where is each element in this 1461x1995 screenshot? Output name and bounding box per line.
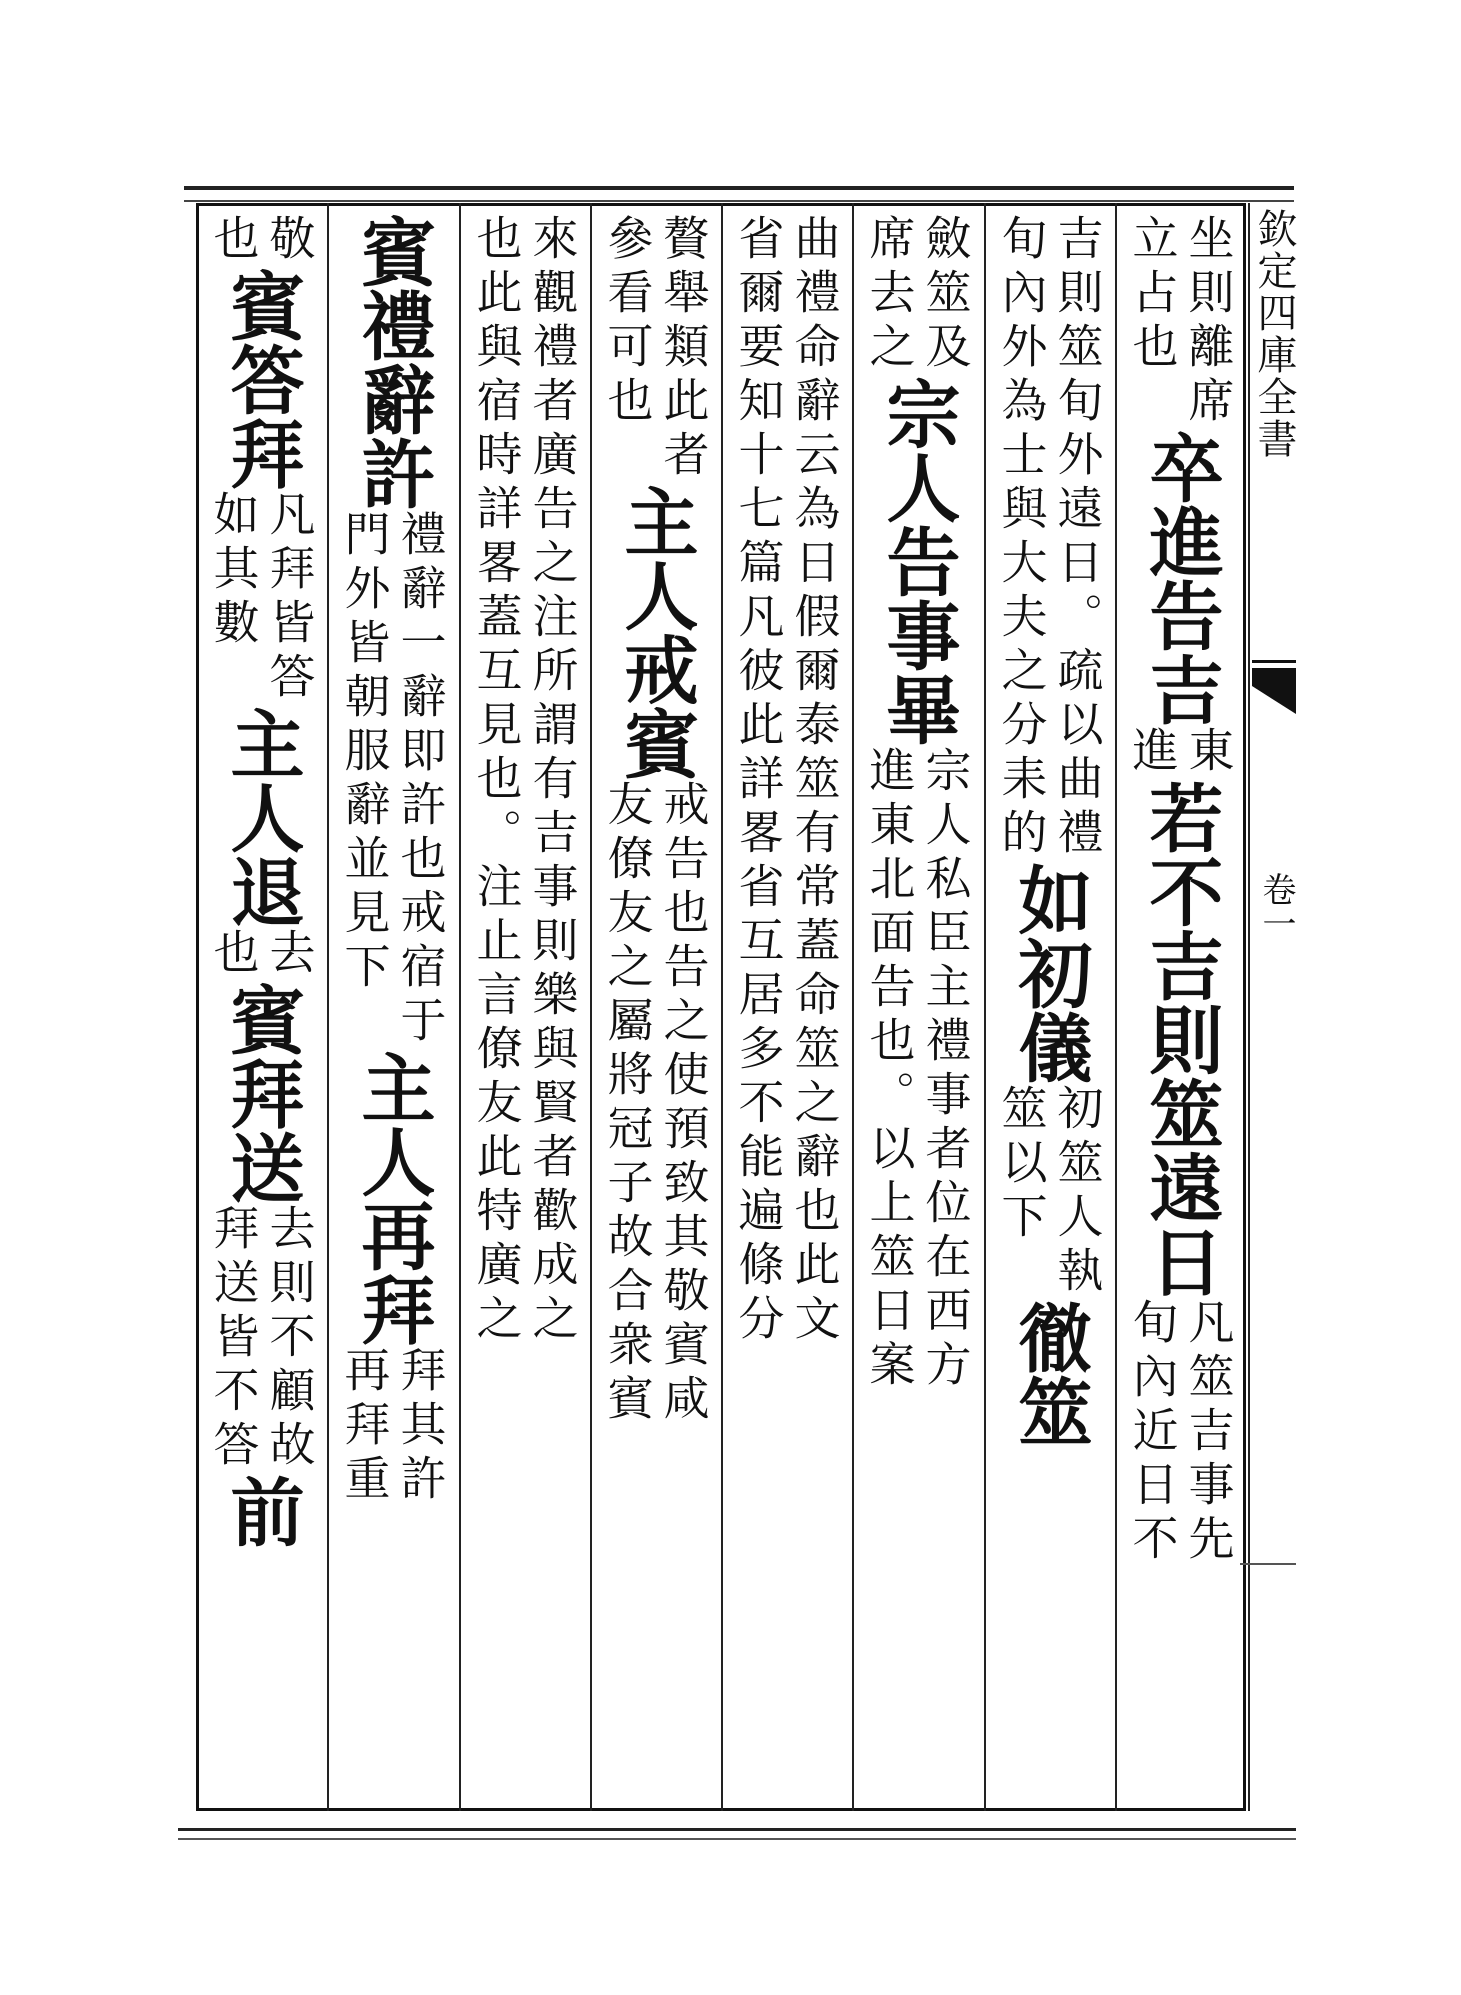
main-text: 主人戒賓 <box>612 484 699 780</box>
commentary-line: 敬 <box>262 214 317 268</box>
commentary-line: 席去之 <box>862 214 917 376</box>
commentary-text <box>1125 214 1236 430</box>
text-column <box>986 214 1113 1804</box>
commentary-text <box>994 1084 1105 1300</box>
commentary-line: 贅舉類此者 <box>656 214 711 484</box>
main-text: 卒進告吉 <box>1137 430 1224 726</box>
commentary-text <box>337 1346 448 1508</box>
main-text: 賓禮辭許 <box>349 214 436 510</box>
text-column <box>1117 214 1244 1804</box>
commentary-line: 宗人私臣主禮事者位在西方 <box>918 746 973 1394</box>
commentary-line: 禮辭一辭即許也戒宿于 <box>393 510 448 1050</box>
commentary-line: 也 <box>206 928 261 982</box>
commentary-text <box>994 214 1105 862</box>
main-text: 主人再拜 <box>349 1050 436 1346</box>
commentary-text <box>600 780 711 1428</box>
commentary-text <box>206 1204 317 1474</box>
commentary-text <box>337 510 448 1050</box>
commentary-line: 來觀禮者廣告之注所謂有吉事則樂與賢者歡成之 <box>525 214 580 1348</box>
text-column <box>198 214 325 1804</box>
commentary-text <box>862 214 973 376</box>
main-text: 宗人告事畢 <box>874 376 961 746</box>
commentary-line: 初筮人執 <box>1050 1084 1105 1300</box>
text-column <box>592 214 719 1804</box>
main-text: 主人退 <box>218 706 305 928</box>
commentary-text <box>206 214 317 268</box>
commentary-text <box>600 214 711 484</box>
commentary-line: 也此與宿時詳畧蓋互見也。注止言僚友此特廣之 <box>469 214 524 1348</box>
commentary-line: 拜其許 <box>393 1346 448 1508</box>
commentary-line: 旬內近日不 <box>1125 1298 1180 1568</box>
commentary-line: 立占也 <box>1125 214 1180 376</box>
commentary-line: 戒告也告之使預致其敬賓咸 <box>656 780 711 1428</box>
commentary-line: 省爾要知十七篇凡彼此詳畧省互居多不能遍條分 <box>731 214 786 1348</box>
commentary-line: 門外皆朝服辭並見下 <box>337 510 392 996</box>
commentary-line: 參看可也 <box>600 214 655 430</box>
fish-tail-mark-icon <box>1252 660 1296 714</box>
commentary-text <box>469 214 580 1348</box>
banner-tick <box>1240 1563 1296 1565</box>
text-column <box>461 214 588 1804</box>
commentary-line: 凡筮吉事先 <box>1181 1298 1236 1568</box>
commentary-line: 曲禮命辭云為日假爾泰筮有常蓋命筮之辭也此文 <box>787 214 842 1348</box>
main-text: 如初儀 <box>1006 862 1093 1084</box>
main-text: 若不吉則筮遠日 <box>1137 780 1224 1298</box>
commentary-text <box>206 928 317 982</box>
text-column <box>723 214 850 1804</box>
commentary-line: 東 <box>1181 726 1236 780</box>
commentary-line: 拜送皆不答 <box>206 1204 261 1474</box>
commentary-text <box>1125 1298 1236 1568</box>
text-column <box>329 214 456 1804</box>
top-edge-rule <box>184 186 1294 190</box>
commentary-line: 進東北面告也。以上筮日案 <box>862 746 917 1394</box>
main-text: 前 <box>218 1474 305 1548</box>
commentary-line: 也 <box>206 214 261 268</box>
commentary-text <box>862 746 973 1394</box>
commentary-line: 去 <box>262 928 317 982</box>
banner-volume: 卷一 <box>1256 872 1296 940</box>
commentary-text <box>731 214 842 1348</box>
main-text: 賓答拜 <box>218 268 305 490</box>
commentary-line: 坐則離席 <box>1181 214 1236 430</box>
banner-title: 欽定四庫全書 <box>1251 208 1297 460</box>
main-text: 賓拜送 <box>218 982 305 1204</box>
top-edge-rule-inner <box>184 200 1294 202</box>
commentary-line: 再拜重 <box>337 1346 392 1508</box>
text-column <box>854 214 981 1804</box>
commentary-text <box>206 490 317 706</box>
commentary-line: 去則不顧故 <box>262 1204 317 1474</box>
commentary-line: 吉則筮旬外遠日。疏以曲禮 <box>1050 214 1105 862</box>
commentary-line: 如其數 <box>206 490 261 652</box>
commentary-line: 友僚友之屬將冠子故合衆賓 <box>600 780 655 1428</box>
commentary-line: 旬內外為士與大夫之分耒的 <box>994 214 1049 862</box>
commentary-line: 斂筮及 <box>918 214 973 376</box>
commentary-line: 進 <box>1125 726 1180 780</box>
bottom-edge-rule <box>178 1828 1296 1831</box>
commentary-line: 凡拜皆答 <box>262 490 317 706</box>
main-text: 徹筮 <box>1006 1300 1093 1448</box>
commentary-line: 筮以下 <box>994 1084 1049 1246</box>
bottom-edge-rule-inner <box>178 1838 1296 1840</box>
commentary-text <box>1125 726 1236 780</box>
